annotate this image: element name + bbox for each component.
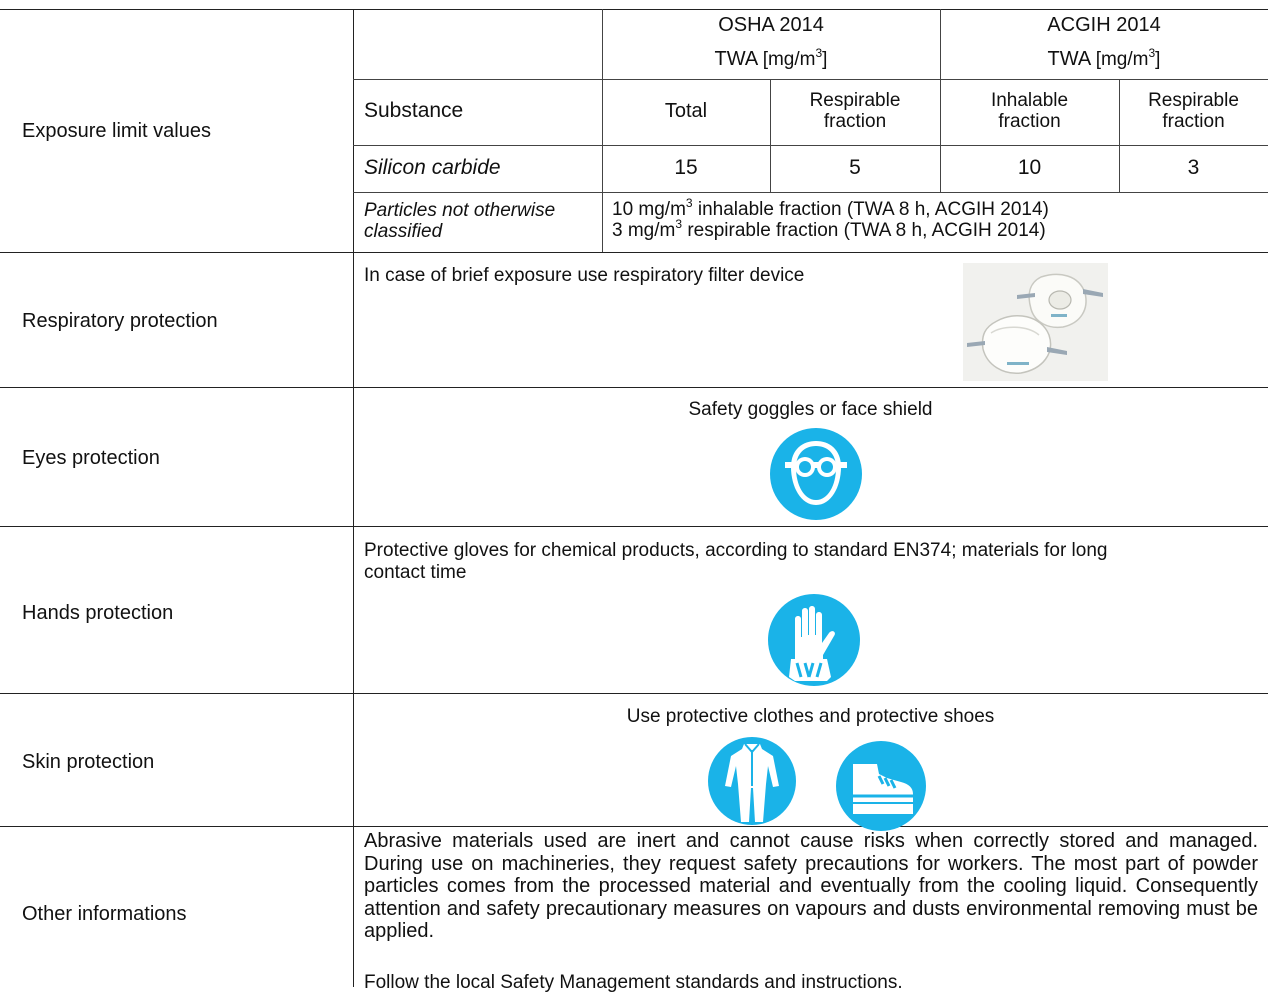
value-osha-respirable: 5	[849, 156, 861, 179]
boot-icon	[835, 740, 927, 832]
row-border	[0, 252, 1268, 253]
row-border	[0, 387, 1268, 388]
skin-text: Use protective clothes and protective shoes	[626, 706, 995, 727]
overalls-icon	[707, 736, 797, 826]
acgih-unit	[940, 47, 1268, 71]
twa-unit: $[mg/m^3]$	[762, 46, 828, 70]
inner-row-border	[353, 192, 1268, 193]
osha-unit	[602, 47, 940, 71]
twa-unit: $[mg/m^3]$	[1095, 46, 1161, 70]
col-header-total: Total	[664, 100, 708, 122]
hands-text-line2: contact time	[364, 562, 467, 583]
goggles-icon	[769, 427, 863, 521]
label-column-border	[353, 9, 354, 987]
row-border	[0, 693, 1268, 694]
row-label-respiratory: Respiratory protection	[22, 310, 218, 332]
row-label-hands: Hands protection	[22, 602, 174, 624]
col-header-inhalable: Inhalable fraction	[990, 90, 1069, 132]
col-header-respirable-acgih: Respirable fraction	[1148, 90, 1239, 132]
dust-mask-icon	[963, 263, 1108, 381]
other-text-follow: Follow the local Safety Management standards and instructions.	[364, 972, 903, 993]
eyes-text: Safety goggles or face shield	[688, 399, 933, 420]
pnoc-label: Particles not otherwise classified	[364, 200, 556, 242]
row-border	[0, 9, 1268, 10]
pnoc-values: 10 $mg/m^3$ inhalable fraction (TWA 8 h, ACGIH 2014) 3 $mg/m^3$ respirable fraction (TWA 8 h, ACGIH 2014)	[612, 196, 1049, 241]
other-text: Abrasive materials used are inert and cannot cause risks when correctly stored and managed. During use on machineries, they request safety precautions for workers. The most part of powder particles comes from the processed material and eventually from the cooling liquid. Consequently attention and safety precautionary measures on vapours and dusts environmental removing must be applied.	[364, 830, 1258, 942]
inner-row-border	[353, 79, 1268, 80]
row-border	[0, 826, 1268, 827]
substance-header: Substance	[364, 99, 464, 122]
value-osha-total: 15	[674, 156, 698, 179]
acgih-title: ACGIH 2014	[1047, 14, 1161, 36]
row-label-skin: Skin protection	[22, 751, 155, 773]
respiratory-text: In case of brief exposure use respiratory filter device	[364, 265, 805, 286]
value-acgih-respirable: 3	[1187, 156, 1200, 179]
inner-row-border	[353, 145, 1268, 146]
twa-prefix: TWA	[714, 48, 758, 70]
row-label-other: Other informations	[22, 903, 187, 925]
osha-title: OSHA 2014	[718, 14, 824, 36]
glove-icon	[767, 593, 861, 687]
row-label-exposure: Exposure limit values	[22, 120, 211, 142]
col-header-respirable: Respirable fraction	[809, 90, 901, 132]
value-acgih-inhalable: 10	[1017, 156, 1042, 179]
twa-prefix: TWA	[1047, 48, 1091, 70]
hands-text-line1: Protective gloves for chemical products, according to standard EN374; materials for long	[364, 540, 1108, 561]
substance-name: Silicon carbide	[364, 156, 501, 179]
row-label-eyes: Eyes protection	[22, 447, 160, 469]
inner-col-border	[602, 192, 603, 252]
row-border	[0, 526, 1268, 527]
